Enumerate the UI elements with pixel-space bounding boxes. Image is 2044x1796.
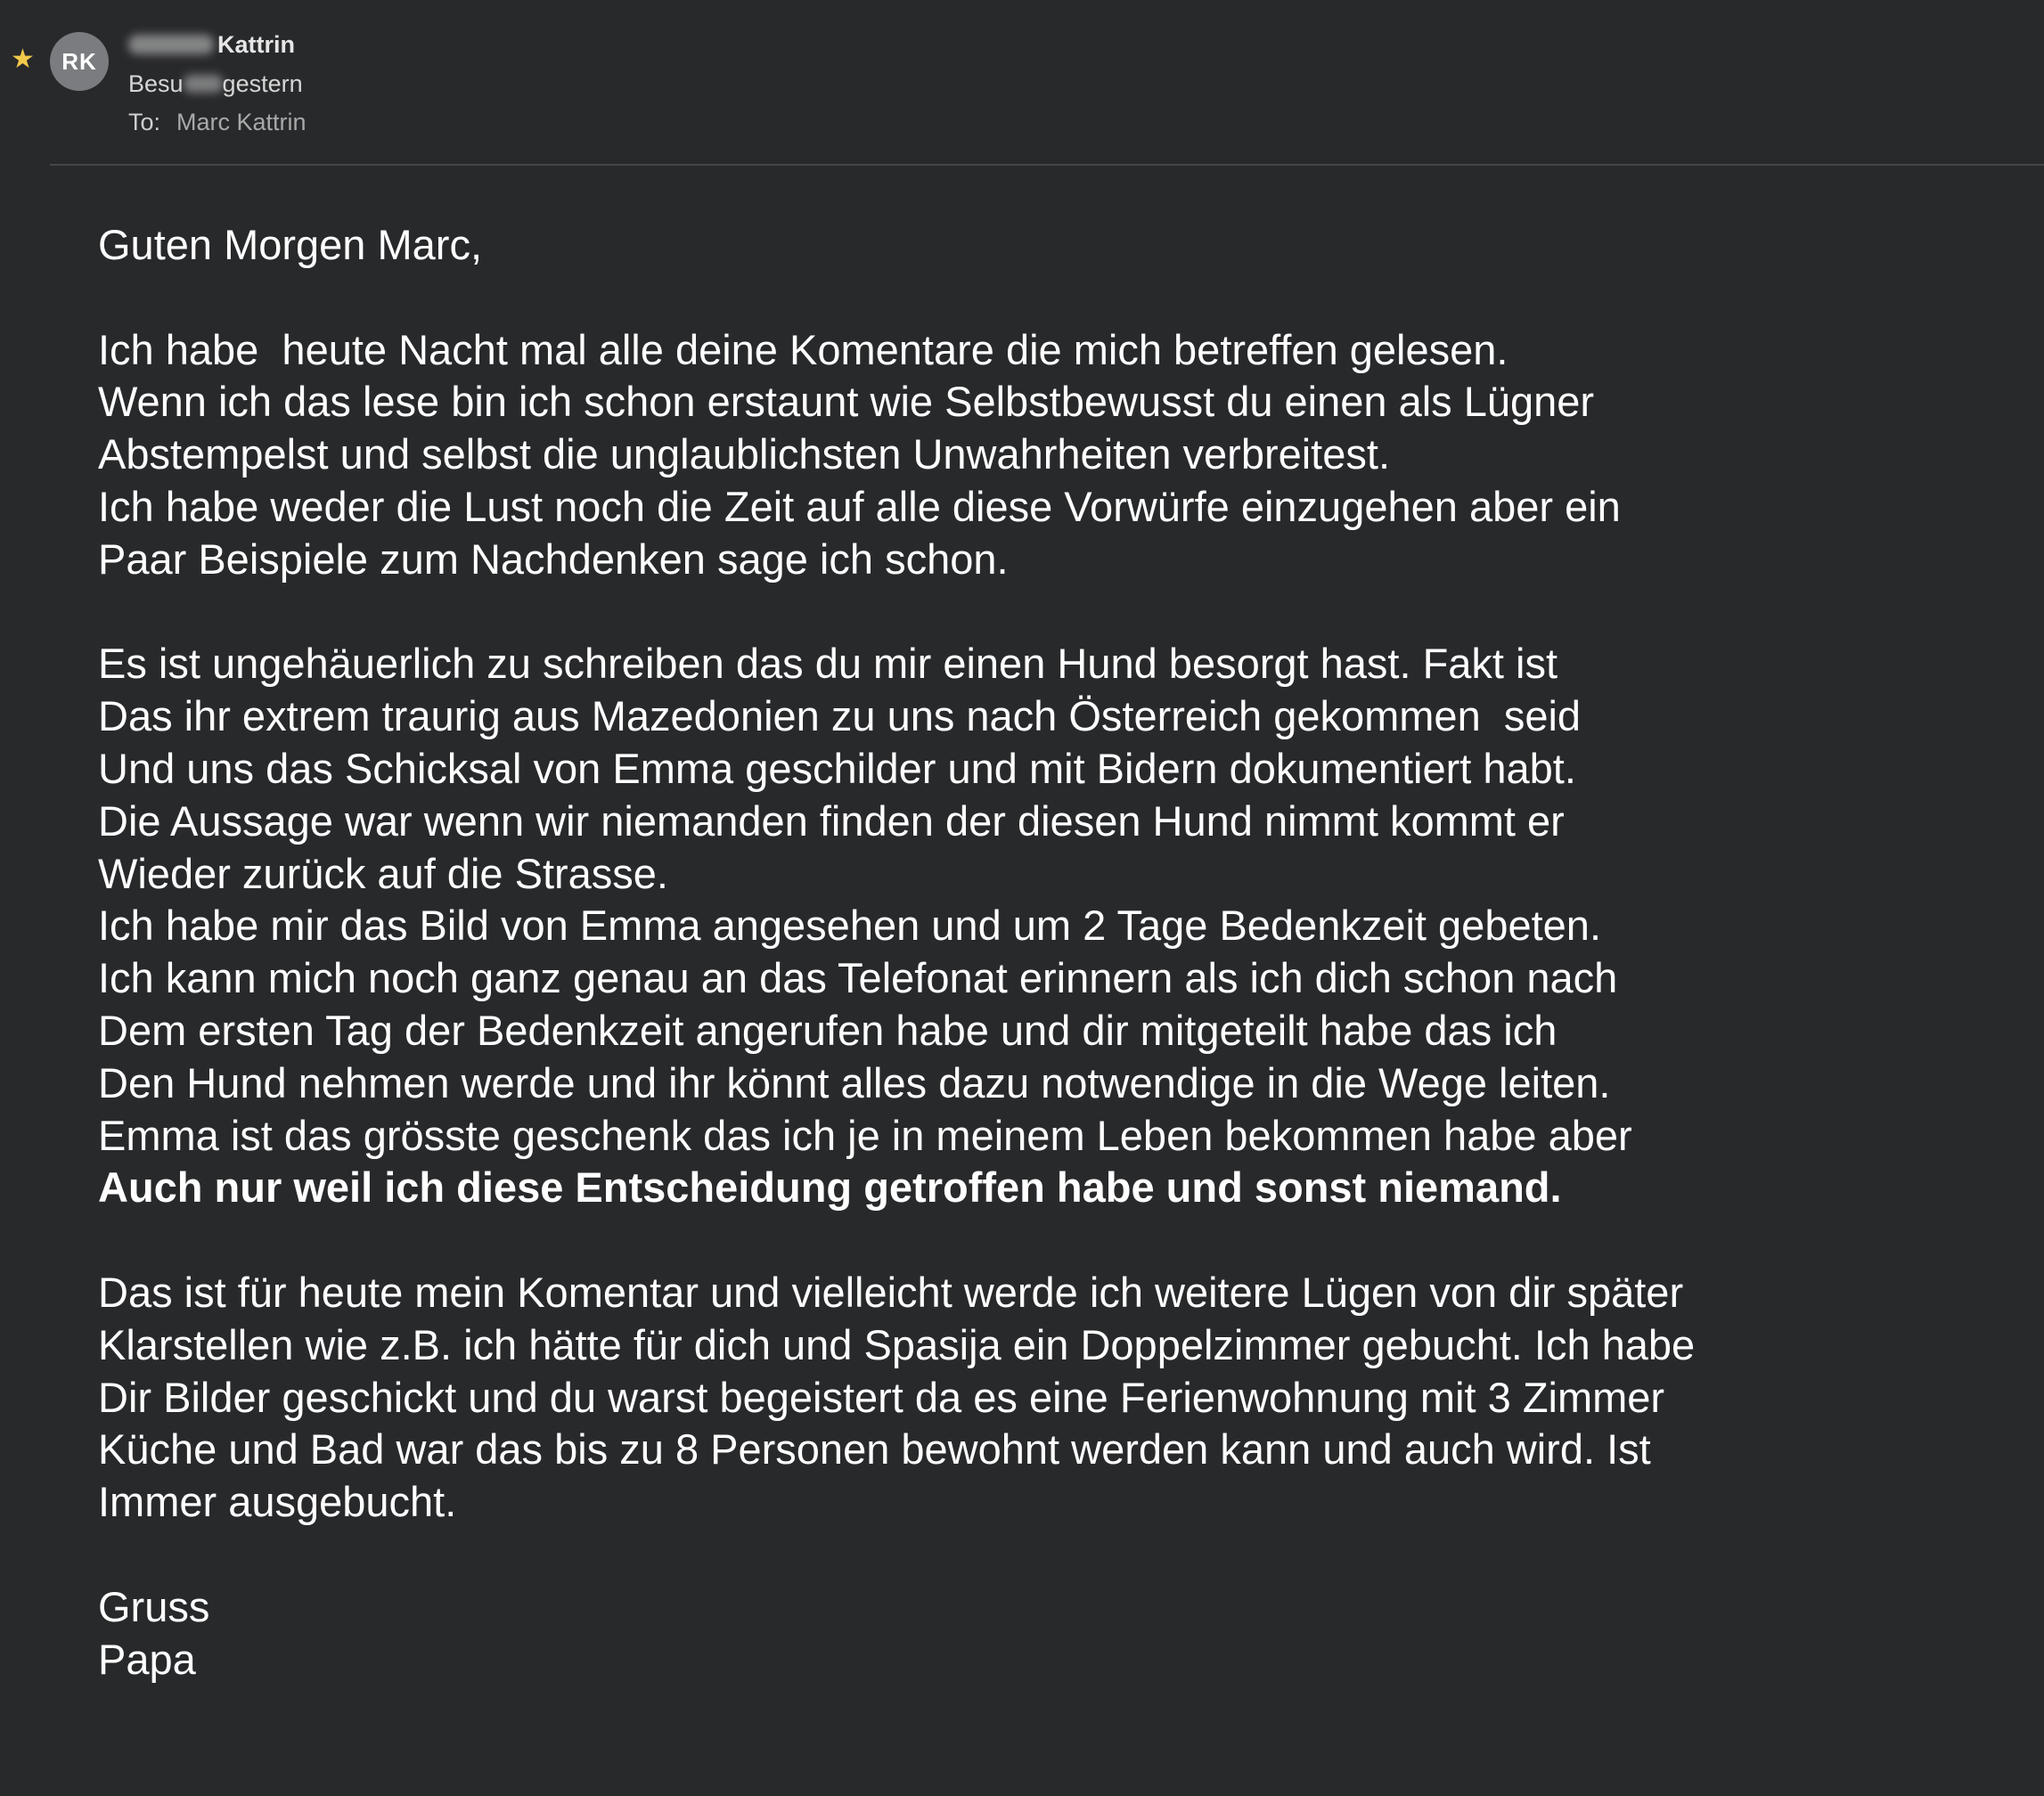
bold-body-line: Auch nur weil ich diese Entscheidung getroffen habe und sonst niemand. <box>98 1163 1562 1212</box>
body-line: Das ihr extrem traurig aus Mazedonien zu uns nach Österreich gekommen seid <box>98 692 1582 740</box>
body-line: Ich habe weder die Lust noch die Zeit auf alle diese Vorwürfe einzugehen aber ein <box>98 482 1621 530</box>
signature: Papa <box>98 1635 196 1683</box>
header-divider <box>50 164 2044 166</box>
recipient-name[interactable]: Marc Kattrin <box>176 108 307 135</box>
greeting: Guten Morgen Marc, <box>98 221 483 268</box>
body-line: Die Aussage war wenn wir niemanden finden der diesen Hund nimmt kommt er <box>98 796 1565 845</box>
body-line: Abstempelst und selbst die unglaublichsten Unwahrheiten verbreitest. <box>98 430 1391 478</box>
email-body <box>98 219 1969 1686</box>
body-line: Klarstellen wie z.B. ich hätte für dich und Spasija ein Doppelzimmer gebucht. Ich habe <box>98 1320 1696 1368</box>
body-line: Dir Bilder geschickt und du warst begeistert da es eine Ferienwohnung mit 3 Zimmer <box>98 1373 1665 1421</box>
body-line: Das ist für heute mein Komentar und vielleicht werde ich weitere Lügen von dir später <box>98 1268 1684 1316</box>
avatar <box>50 32 109 91</box>
email-subject <box>128 66 303 102</box>
body-line: Wenn ich das lese bin ich schon erstaunt wie Selbstbewusst du einen als Lügner <box>98 378 1595 426</box>
star-icon[interactable]: ★ <box>11 45 35 74</box>
body-line: Ich habe mir das Bild von Emma angesehen und um 2 Tage Bedenkzeit gebeten. <box>98 902 1601 950</box>
avatar-initials: RK <box>61 48 97 75</box>
body-line: Emma ist das grösste geschenk das ich je in meinem Leben bekommen habe aber <box>98 1111 1632 1159</box>
subject-start: Besu <box>128 69 184 97</box>
body-line: Küche und Bad war das bis zu 8 Personen bewohnt werden kann und auch wird. Ist <box>98 1425 1651 1474</box>
body-line: Dem ersten Tag der Bedenkzeit angerufen habe und dir mitgeteilt habe das ich <box>98 1006 1558 1054</box>
redacted-sender-name <box>128 35 214 54</box>
blank-line <box>98 1214 1969 1267</box>
body-line: Ich habe heute Nacht mal alle deine Komentare die mich betreffen gelesen. <box>98 325 1508 373</box>
subject-end: gestern <box>222 69 303 97</box>
redacted-subject <box>184 75 223 93</box>
closing: Gruss <box>98 1582 210 1630</box>
body-line: Es ist ungehäuerlich zu schreiben das du mir einen Hund besorgt hast. Fakt ist <box>98 640 1558 688</box>
blank-line <box>98 1529 1969 1581</box>
blank-line <box>98 586 1969 639</box>
sender-name <box>128 27 295 62</box>
blank-line <box>98 272 1969 324</box>
body-line: Wieder zurück auf die Strasse. <box>98 849 668 897</box>
body-line: Paar Beispiele zum Nachdenken sage ich schon. <box>98 535 1009 583</box>
to-label: To: <box>128 108 161 135</box>
body-line: Und uns das Schicksal von Emma geschilder und mit Bidern dokumentiert habt. <box>98 744 1576 792</box>
body-line: Den Hund nehmen werde und ihr könnt alles dazu notwendige in die Wege leiten. <box>98 1058 1611 1106</box>
recipient-row <box>128 104 307 140</box>
body-line: Ich kann mich noch ganz genau an das Telefonat erinnern als ich dich schon nach <box>98 954 1618 1002</box>
body-line: Immer ausgebucht. <box>98 1478 457 1526</box>
sender-visible-name: Kattrin <box>217 30 295 58</box>
